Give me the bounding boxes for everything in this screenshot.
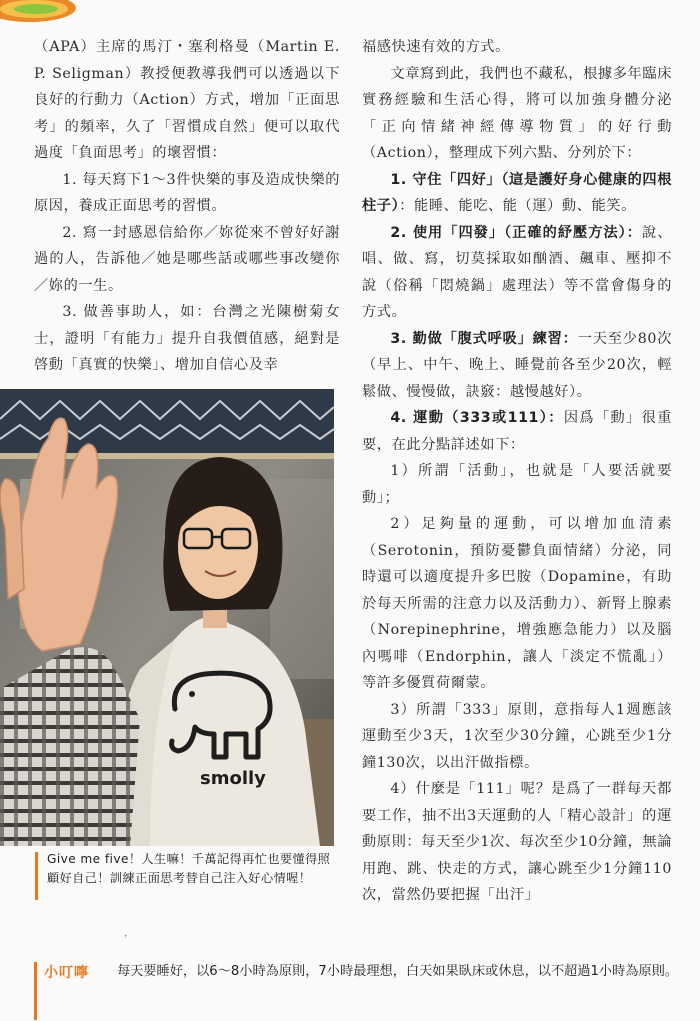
list-item-body: 一天至少80次（早上、中午、晚上、睡覺前各至少20次，輕鬆做、慢慢做，訣竅：越慢越好）。	[362, 330, 672, 400]
left-column	[34, 34, 340, 379]
sub-item-4: 4）什麼是「111」呢？是爲了一群每天都要工作，抽不出3天運動的人「精心設計」的運動原則：每天至少1次、每次至少10分鐘，無論用跑、跳、快走的方式，讓心跳至少1分鐘110次，當然仍要把握「出汗」	[362, 781, 672, 903]
article-photo	[0, 389, 334, 846]
list-item-body: 因爲「動」很重要，在此分點詳述如下：	[362, 410, 672, 453]
caption-accent-bar	[35, 852, 38, 900]
shirt-text: smolly	[200, 768, 266, 789]
list-item-1	[362, 167, 672, 220]
intro-paragraph: （APA）主席的馬汀・塞利格曼（Martin E. P. Seligman）教授便教導我們可以透過以下良好的行動力（Action）方式，增加「正面思考」的頻率，久了「習慣成自然」便可以取代過度「負面思考」的壞習慣：	[34, 39, 340, 161]
sub-item-3: 3）所謂「333」原則，意指每人1週應該運動至少3天，1次至少30分鐘，心跳至少1分鐘130次，以出汗做指標。	[362, 701, 672, 771]
photo-caption: Give me five！人生嘛！千萬記得再忙也要懂得照顧好自己！訓練正面思考替自己注入好心情喔！	[47, 852, 331, 885]
list-item-heading: 4. 運動（333或111）：	[390, 410, 564, 426]
intro-paragraph-right: 文章寫到此，我們也不藏私，根據多年臨床實務經驗和生活心得，將可以加強身體分泌「正向情緒神經傳導物質」的好行動（Action），整理成下列六點、分列於下：	[362, 65, 672, 161]
sub-item-1: 1）所謂「活動」，也就是「人要活就要動」；	[362, 463, 672, 506]
list-item-2	[362, 220, 672, 326]
list-item-4	[362, 405, 672, 458]
action-item-1: 1. 每天寫下1～3件快樂的事及造成快樂的原因，養成正面思考的習慣。	[34, 171, 340, 214]
list-item-3	[362, 326, 672, 406]
list-item-heading: 1. 守住「四好」（這是護好身心健康的四根柱子）	[362, 171, 672, 214]
right-column	[362, 34, 672, 909]
list-item-heading: 2. 使用「四發」（正確的紓壓方法）：	[390, 224, 642, 241]
page-mark: ，	[124, 928, 134, 939]
list-item-body: ：能睡、能吃、能（運）動、能笑。	[399, 198, 636, 214]
sub-item-2: 2）足夠量的運動，可以增加血清素（Serotonin，預防憂鬱負面情緒）分泌，同時還可以適度提升多巴胺（Dopamine，有助於每天所需的注意力以及活動力）、新腎上腺素（Norepinephrine，增強應急能力）以及腦內嗎啡（Endorphin，讓人「淡定不慌亂」）等許多優質荷爾蒙。	[362, 516, 672, 691]
tip-accent-bar	[34, 962, 37, 1020]
action-item-3: 3. 做善事助人，如：台灣之光陳樹菊女士，證明「有能力」提升自我價值感，絕對是啓動「真實的快樂」、增加自信心及幸	[34, 304, 340, 373]
action-item-2: 2. 寫一封感恩信給你／妳從來不曾好好謝過的人，告訴他／她是哪些話或哪些事改變你／妳的一生。	[34, 224, 340, 294]
tip-label: 小叮嚀	[44, 965, 89, 981]
corner-logo-decoration	[0, 0, 78, 30]
tip-text: 每天要睡好，以6～8小時為原則，7小時最理想，白天如果臥床或休息，以不超過1小時為原則。	[117, 964, 679, 979]
photo-illustration	[0, 389, 334, 846]
continuation-text: 福感快速有效的方式。	[362, 39, 510, 55]
list-item-heading: 3. 勤做「腹式呼吸」練習：	[390, 330, 578, 347]
list-item-body: 說、唱、做、寫，切莫採取如酗酒、飆車、壓抑不說（俗稱「悶燒鍋」處理法）等不當會傷身的方式。	[362, 224, 672, 320]
